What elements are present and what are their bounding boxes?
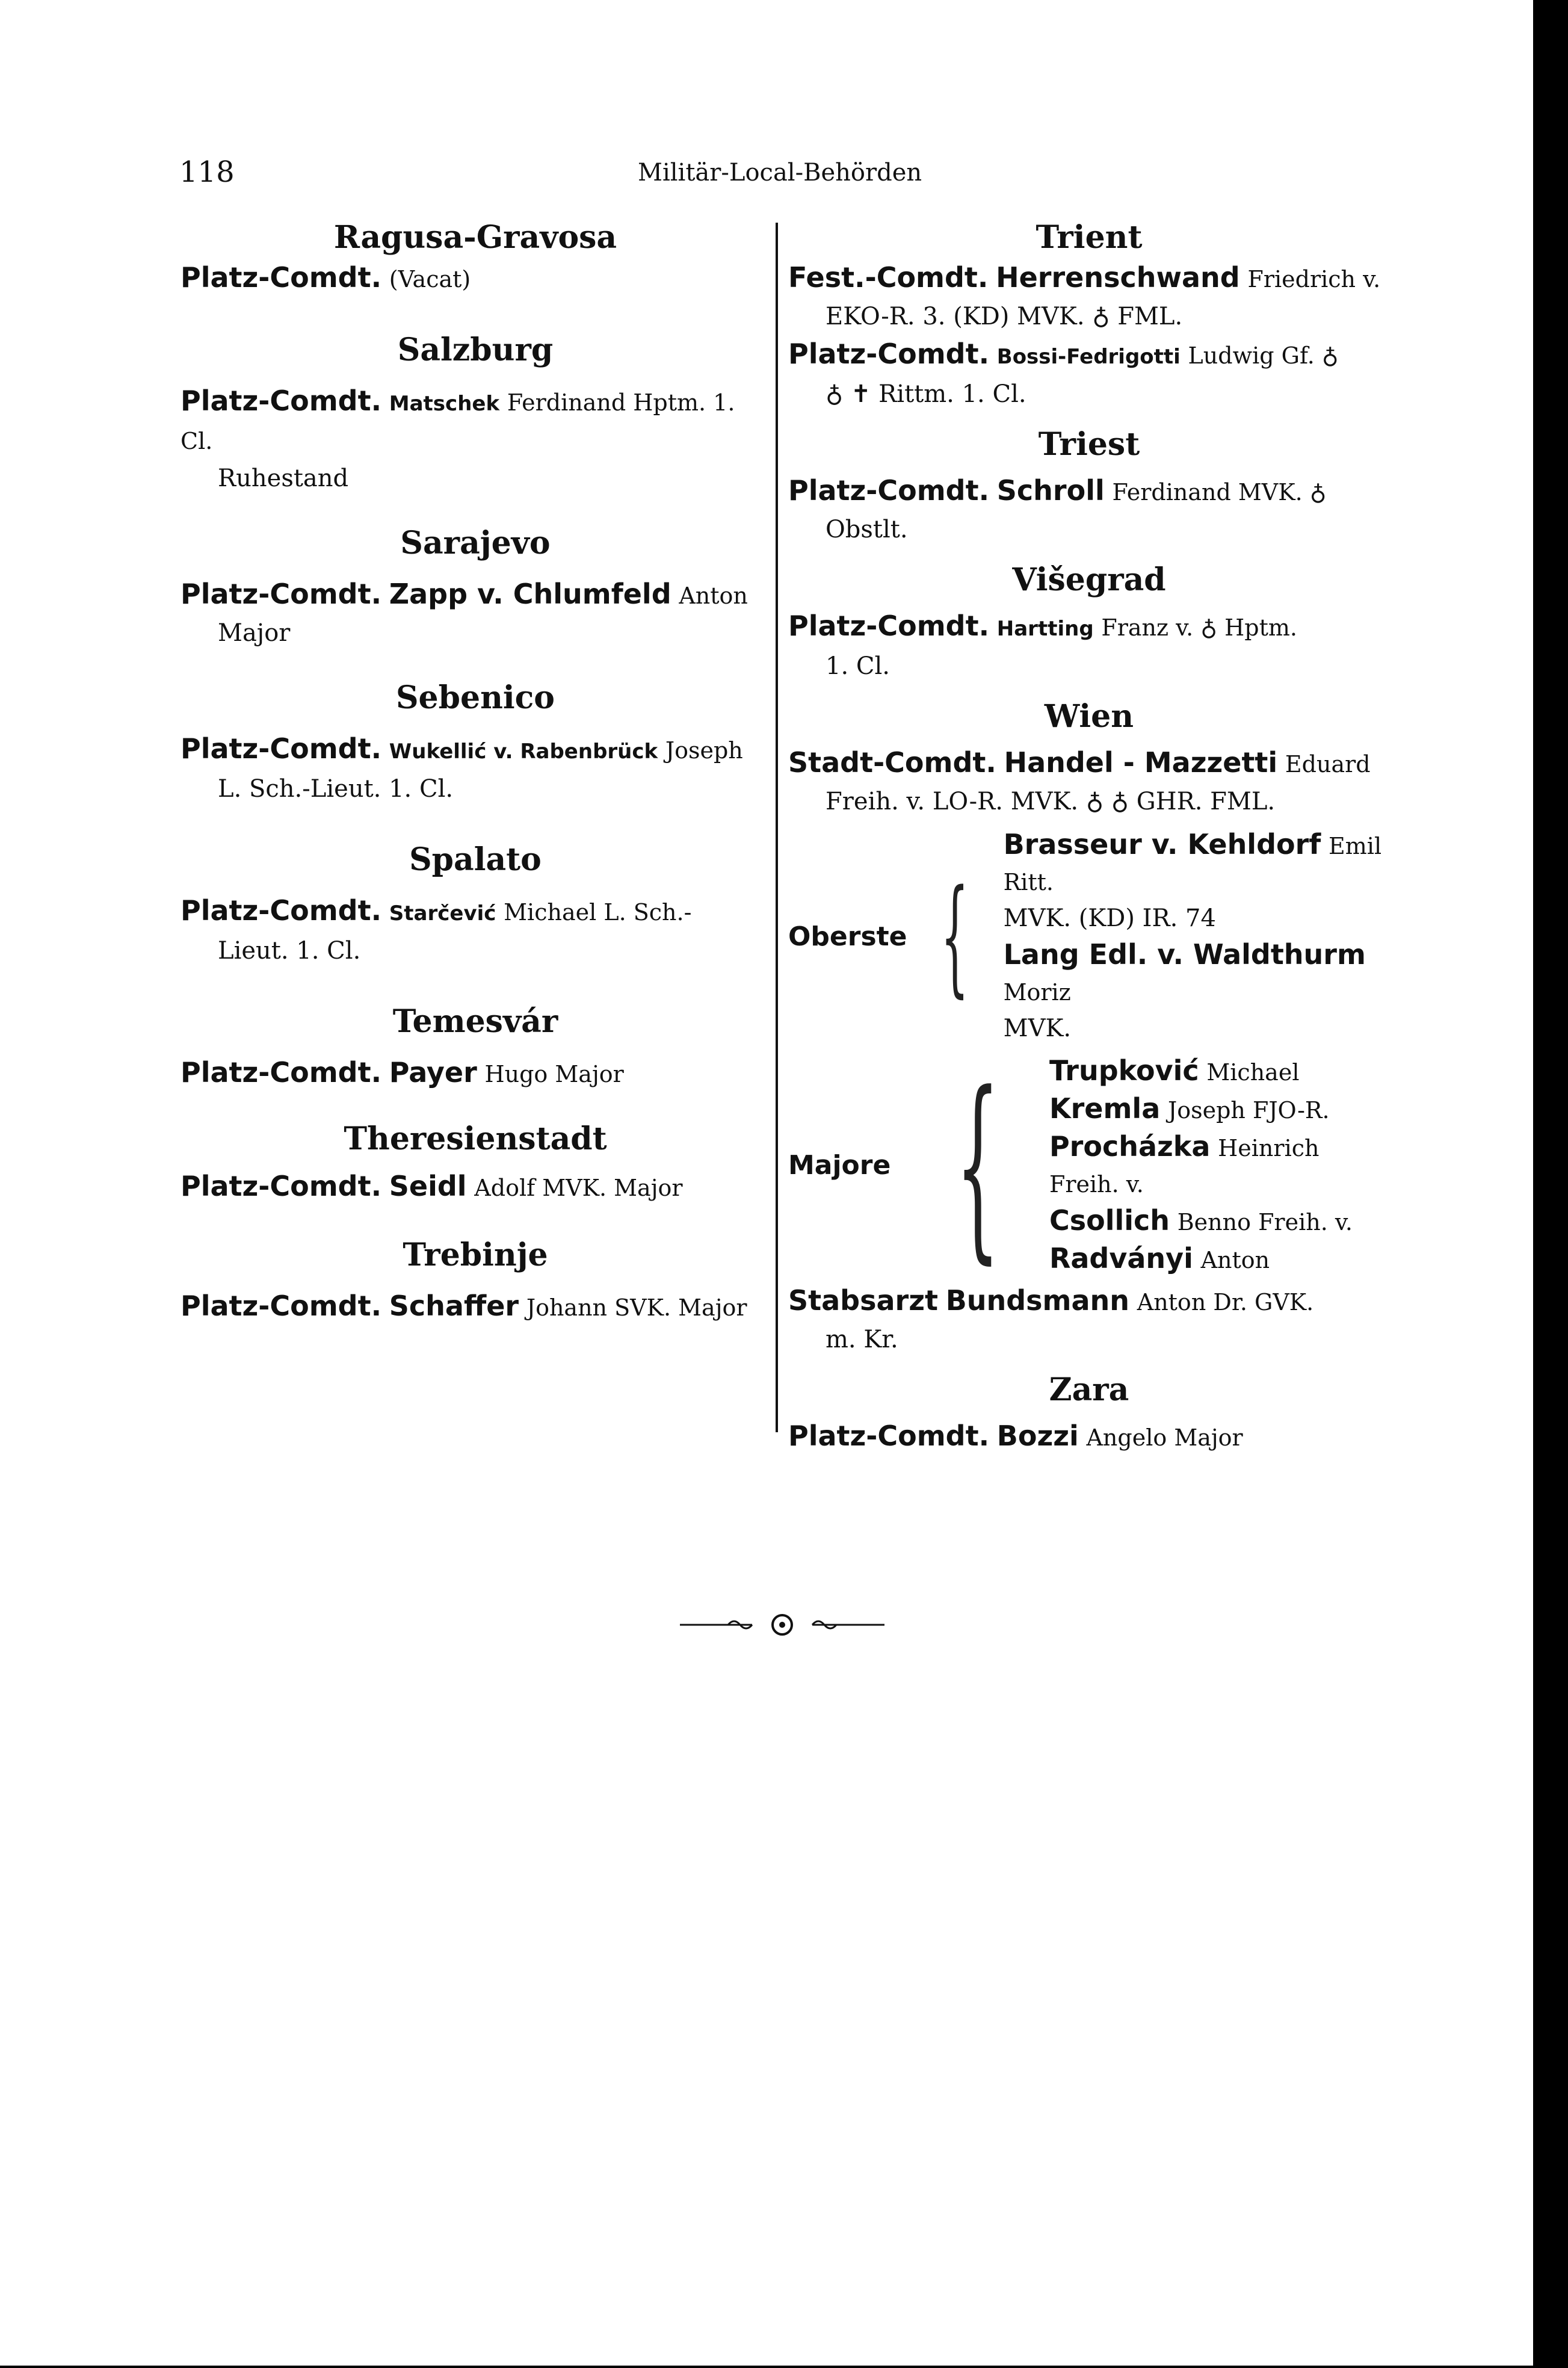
role-label: Platz-Comdt.	[181, 1056, 382, 1089]
person-name: Schroll	[996, 474, 1105, 507]
entry-details: Anton	[1200, 1247, 1270, 1273]
entry	[181, 892, 770, 969]
city-heading: Sebenico	[396, 679, 555, 716]
person-name: Csollich	[1049, 1204, 1170, 1237]
person-name: Radványi	[1049, 1242, 1193, 1275]
running-head: Militär-Local-Behörden	[638, 159, 922, 187]
section-sarajevo	[181, 522, 770, 652]
list-item	[1004, 826, 1390, 936]
city-heading: Ragusa-Gravosa	[333, 219, 617, 256]
role-label: Fest.-Comdt.	[788, 261, 989, 294]
entry-details: Michael	[1206, 1059, 1300, 1086]
list-item	[1049, 1053, 1390, 1090]
entry-continuation: Freih. v. LO-R. MVK. ♁ ♁ GHR. FML.	[826, 788, 1276, 815]
city-heading: Višegrad	[1012, 561, 1166, 598]
left-column	[181, 217, 770, 1326]
section-trient	[788, 217, 1390, 413]
city-heading: Theresienstadt	[344, 1121, 607, 1157]
section-ragusa-gravosa	[181, 217, 770, 298]
brace-icon: {	[940, 862, 969, 1010]
entry-details: Benno Freih. v.	[1177, 1209, 1353, 1235]
entry	[788, 472, 1390, 548]
entry	[788, 1282, 1390, 1358]
entry-details: Michael L. Sch.-	[504, 899, 692, 926]
list-item	[1049, 1240, 1390, 1278]
page-edge-shadow	[1533, 0, 1568, 2368]
section-theresienstadt	[181, 1118, 770, 1207]
entry-details: Angelo Major	[1086, 1424, 1243, 1451]
column-divider	[776, 223, 778, 1432]
brace-icon: {	[955, 1050, 1000, 1281]
right-column	[788, 217, 1390, 1456]
entry-details: Friedrich v.	[1247, 266, 1381, 292]
role-label: Platz-Comdt.	[181, 1170, 382, 1202]
ornament-divider	[680, 1613, 884, 1637]
role-label: Platz-Comdt.	[788, 338, 990, 370]
person-name: Schaffer	[389, 1290, 519, 1322]
entry	[181, 1287, 770, 1326]
city-heading: Triest	[1038, 426, 1140, 463]
person-name: Brasseur v. Kehldorf	[1003, 828, 1321, 861]
person-name: Wukellić v. Rabenbrück	[389, 740, 658, 764]
list-item	[1049, 1202, 1390, 1240]
person-name: Seidl	[389, 1170, 467, 1202]
entry-continuation: m. Kr.	[826, 1326, 898, 1353]
entry-details: Heinrich Freih. v.	[1049, 1135, 1320, 1198]
role-label: Stadt-Comdt.	[788, 746, 996, 779]
group-list	[1049, 1053, 1390, 1278]
entry	[181, 1054, 770, 1093]
entry-details: Adolf MVK. Major	[474, 1175, 683, 1201]
entry-details: Joseph	[665, 737, 743, 764]
list-item	[1004, 936, 1390, 1046]
page-number: 118	[179, 155, 235, 189]
city-heading: Zara	[1049, 1371, 1129, 1408]
section-spalato	[181, 839, 770, 969]
person-name: Payer	[389, 1056, 477, 1089]
section-temesvar	[181, 1001, 770, 1093]
entry-continuation: EKO-R. 3. (KD) MVK. ♁ FML.	[826, 303, 1183, 330]
person-name: Handel - Mazzetti	[1004, 746, 1278, 779]
entry-continuation: ♁ ✝ Rittm. 1. Cl.	[826, 380, 1026, 408]
entry-details: Ferdinand MVK. ♁	[1112, 479, 1327, 505]
entry	[788, 335, 1390, 413]
entry-continuation: Ruhestand	[218, 465, 349, 492]
person-name: Kremla	[1049, 1092, 1161, 1125]
role-label: Platz-Comdt.	[181, 578, 382, 610]
role-label: Platz-Comdt.	[181, 261, 382, 294]
section-salzburg	[181, 329, 770, 497]
group-label: Oberste	[788, 921, 907, 952]
person-name: Bossi-Fedrigotti	[996, 345, 1181, 369]
section-triest	[788, 424, 1390, 548]
entry	[788, 259, 1390, 335]
entry-details: Joseph FJO-R.	[1167, 1097, 1330, 1124]
entry-details: Hugo Major	[484, 1061, 624, 1087]
entry-continuation: MVK. (KD) IR. 74	[1003, 904, 1216, 932]
person-name: Bozzi	[996, 1420, 1079, 1452]
entry-details: Ludwig Gf. ♁	[1188, 342, 1339, 369]
role-label: Platz-Comdt.	[181, 1290, 382, 1322]
entry-continuation: L. Sch.-Lieut. 1. Cl.	[218, 775, 454, 803]
person-name: Procházka	[1049, 1130, 1211, 1163]
entry-details: Emil Ritt.	[1003, 833, 1382, 895]
entry-details: (Vacat)	[389, 266, 471, 292]
entry	[181, 1167, 770, 1207]
person-name: Zapp v. Chlumfeld	[389, 578, 671, 610]
city-heading: Sarajevo	[400, 525, 551, 561]
entry-details: Anton	[679, 583, 748, 609]
entry	[788, 607, 1390, 685]
person-name: Hartting	[996, 617, 1094, 641]
entry-details: Eduard	[1285, 751, 1371, 777]
city-heading: Trient	[1036, 219, 1143, 256]
role-label: Platz-Comdt.	[181, 894, 382, 927]
person-name: Lang Edl. v. Waldthurm	[1003, 938, 1366, 971]
entry-details: Moriz	[1003, 979, 1071, 1006]
city-heading: Trebinje	[403, 1237, 548, 1273]
person-name: Bundsmann	[945, 1284, 1130, 1317]
entry-details: Johann SVK. Major	[526, 1294, 747, 1321]
list-item	[1049, 1128, 1390, 1202]
city-heading: Temesvár	[392, 1003, 558, 1040]
role-label: Platz-Comdt.	[788, 474, 990, 507]
entry	[181, 382, 770, 497]
role-label: Platz-Comdt.	[181, 385, 382, 417]
entry	[788, 1417, 1390, 1456]
role-label: Stabsarzt	[788, 1284, 938, 1317]
group-oberste	[788, 826, 1390, 1046]
person-name: Trupković	[1049, 1054, 1199, 1087]
section-visegrad	[788, 559, 1390, 685]
entry-continuation: Obstlt.	[826, 516, 908, 543]
entry-continuation: Lieut. 1. Cl.	[218, 937, 361, 965]
section-zara	[788, 1369, 1390, 1456]
group-label: Majore	[788, 1150, 891, 1181]
person-name: Herrenschwand	[996, 261, 1240, 294]
entry	[788, 744, 1390, 820]
role-label: Platz-Comdt.	[788, 1420, 990, 1452]
city-heading: Salzburg	[397, 332, 554, 368]
role-label: Platz-Comdt.	[788, 610, 990, 642]
entry-details: Anton Dr. GVK.	[1137, 1289, 1314, 1315]
group-majore	[788, 1050, 1390, 1281]
group-list	[1004, 826, 1390, 1046]
entry	[181, 730, 770, 808]
entry	[181, 575, 770, 652]
role-label: Platz-Comdt.	[181, 732, 382, 765]
list-item	[1049, 1090, 1390, 1128]
entry-details: Ferdinand Hptm. 1. Cl.	[181, 389, 735, 454]
section-wien	[788, 696, 1390, 1358]
entry-details: Franz v. ♁ Hptm.	[1101, 614, 1297, 641]
entry	[181, 259, 770, 298]
entry-continuation: 1. Cl.	[826, 652, 890, 680]
city-heading: Wien	[1044, 698, 1134, 735]
section-sebenico	[181, 677, 770, 808]
person-name: Starčević	[389, 901, 496, 926]
person-name: Matschek	[389, 392, 500, 416]
entry-continuation: MVK.	[1003, 1015, 1072, 1042]
entry-continuation: Major	[218, 619, 291, 647]
section-trebinje	[181, 1234, 770, 1326]
page-edge-bottom	[0, 2366, 1568, 2368]
city-heading: Spalato	[409, 841, 542, 878]
